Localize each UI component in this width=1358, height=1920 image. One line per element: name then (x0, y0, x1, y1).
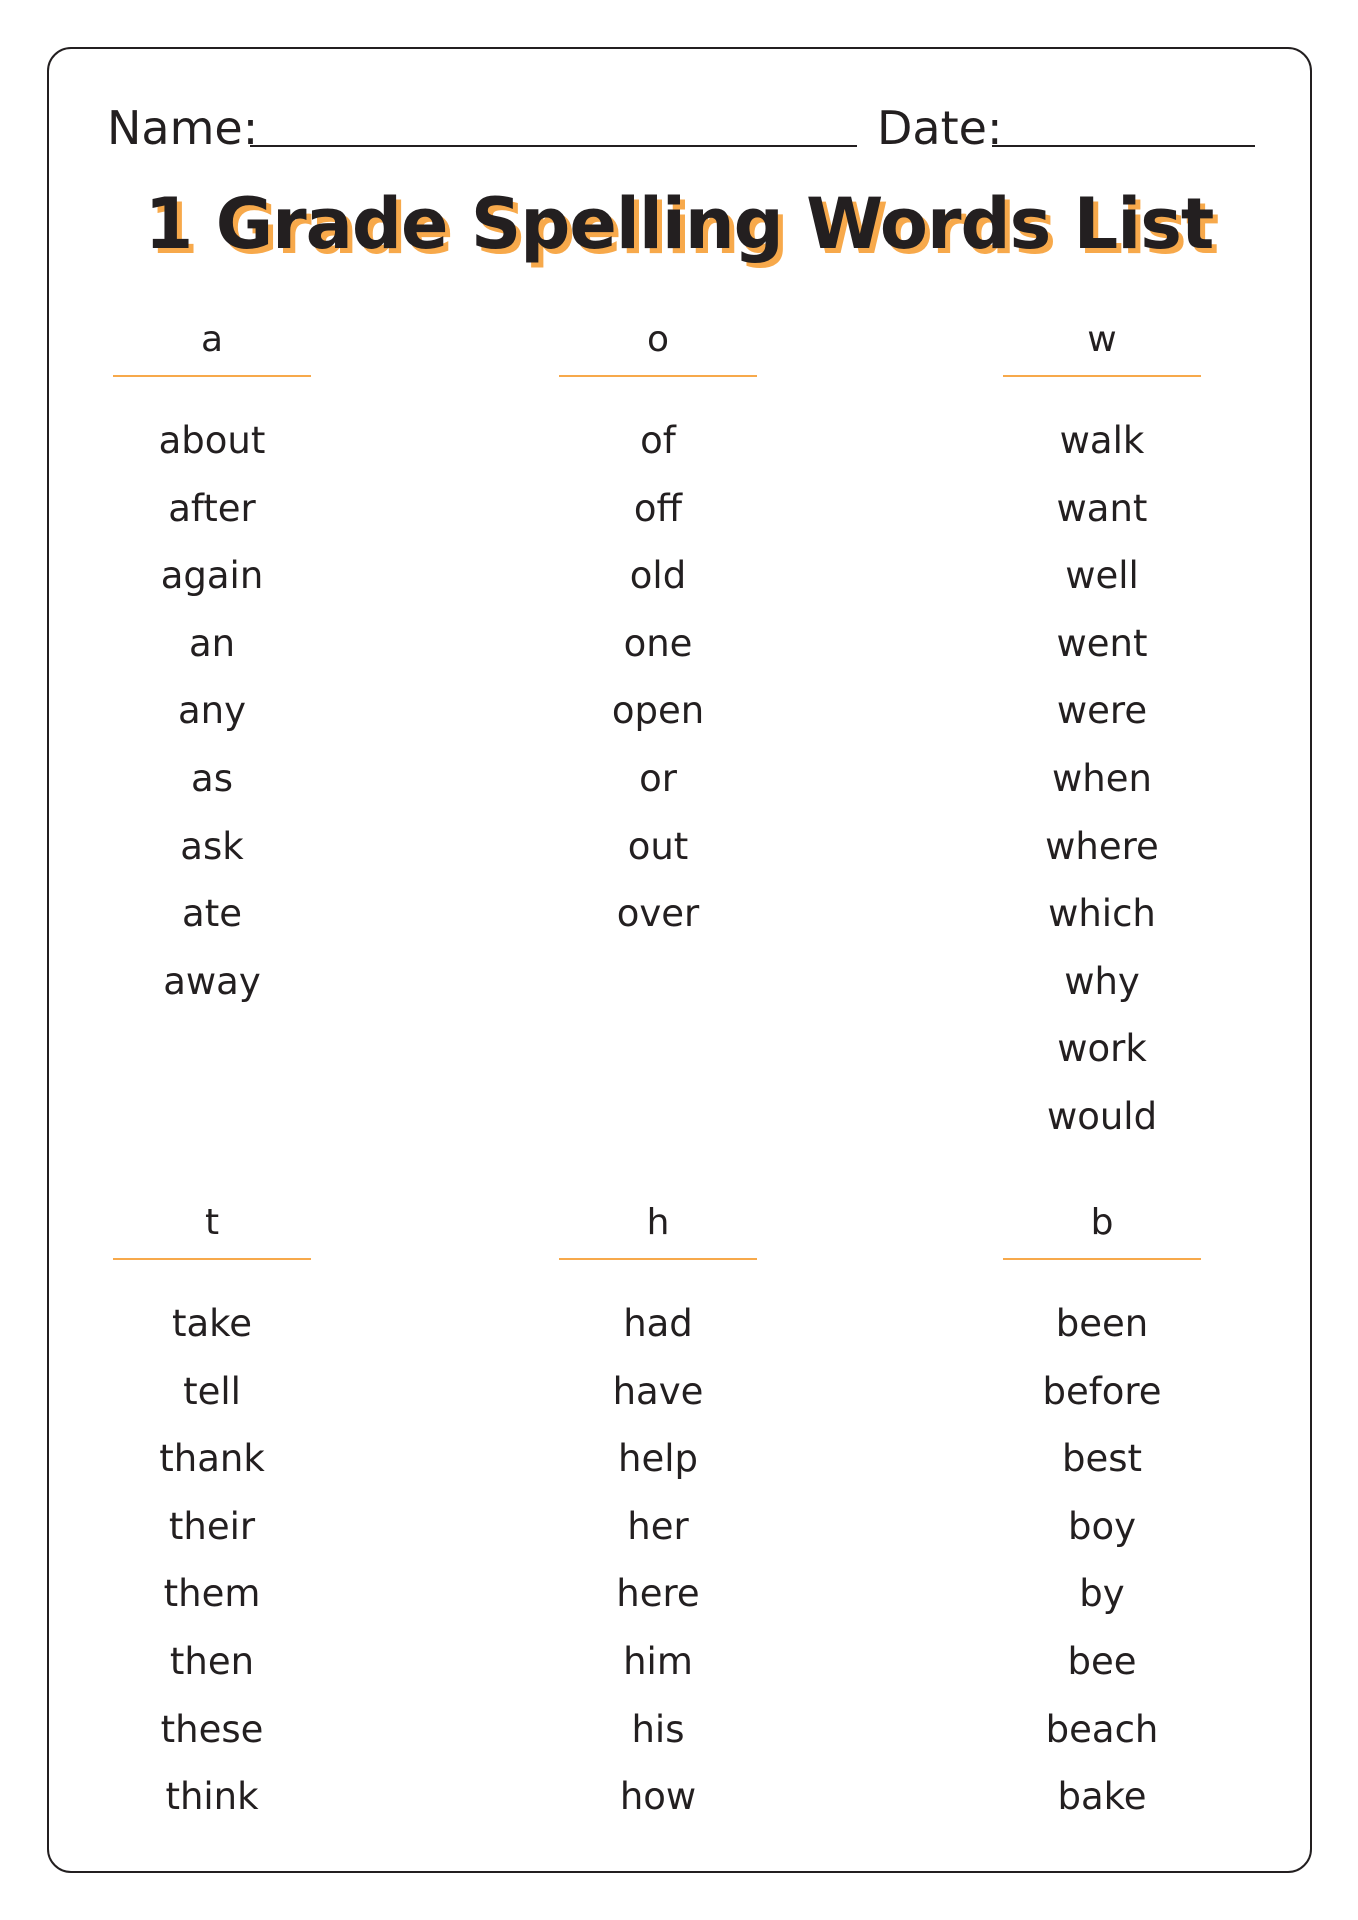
spelling-word: which (1048, 892, 1156, 936)
spelling-word: when (1052, 756, 1152, 800)
spelling-word: bee (1067, 1639, 1137, 1683)
spelling-word: think (165, 1775, 259, 1819)
section-letter: t (204, 1202, 220, 1243)
spelling-word: old (629, 554, 687, 598)
spelling-word: before (1042, 1369, 1162, 1413)
spelling-word: here (616, 1572, 700, 1616)
section-letter: h (646, 1202, 670, 1243)
word-list (1002, 1290, 1202, 1831)
section-letter: o (646, 319, 670, 360)
section-divider (559, 1258, 757, 1260)
spelling-word: them (163, 1572, 261, 1616)
spelling-word: her (627, 1504, 689, 1548)
spelling-word: walk (1059, 419, 1145, 462)
spelling-word: where (1045, 824, 1159, 868)
section-t (112, 1198, 312, 1831)
spelling-word: again (160, 554, 264, 598)
spelling-word: help (618, 1437, 698, 1481)
section-divider (113, 1258, 311, 1260)
date-blank-line (992, 145, 1255, 147)
section-b (1002, 1198, 1202, 1831)
spelling-word: over (616, 892, 700, 936)
spelling-word: were (1056, 689, 1148, 733)
spelling-word: their (168, 1504, 256, 1548)
section-h (558, 1198, 758, 1831)
spelling-word: his (631, 1707, 685, 1751)
spelling-word: him (623, 1639, 693, 1683)
name-blank-line (250, 145, 857, 147)
spelling-word: ask (180, 824, 244, 868)
spelling-word: one (623, 621, 693, 665)
spelling-word: been (1055, 1302, 1149, 1345)
spelling-word: away (163, 959, 261, 1003)
spelling-word: ate (182, 892, 242, 936)
spelling-word: how (619, 1775, 697, 1819)
word-list (112, 407, 312, 1015)
spelling-word: or (639, 756, 677, 800)
section-letter: a (200, 319, 224, 360)
section-letter: w (1087, 319, 1117, 360)
spelling-word: these (160, 1707, 264, 1751)
spelling-word: about (158, 419, 266, 462)
spelling-word: open (611, 689, 705, 733)
spelling-word: beach (1045, 1707, 1159, 1751)
spelling-word: why (1064, 959, 1140, 1003)
spelling-word: take (171, 1302, 253, 1345)
spelling-word: went (1056, 621, 1148, 665)
spelling-word: would (1046, 1094, 1158, 1138)
worksheet-title: 1 Grade Spelling Words List (144, 183, 1214, 265)
section-divider (1003, 1258, 1201, 1260)
spelling-word: have (612, 1369, 704, 1413)
spelling-word: after (168, 486, 256, 530)
spelling-word: best (1061, 1437, 1143, 1481)
spelling-word: then (169, 1639, 255, 1683)
spelling-word: boy (1067, 1504, 1137, 1548)
spelling-word: by (1079, 1572, 1125, 1616)
word-list (558, 1290, 758, 1831)
spelling-word: any (177, 689, 247, 733)
word-list (1002, 407, 1202, 1151)
spelling-word: as (191, 756, 233, 800)
section-divider (113, 375, 311, 377)
section-divider (1003, 375, 1201, 377)
word-list (558, 407, 758, 948)
section-divider (559, 375, 757, 377)
section-a (112, 315, 312, 1015)
spelling-word: work (1057, 1027, 1147, 1071)
spelling-word: had (623, 1302, 693, 1345)
spelling-word: of (640, 419, 676, 462)
spelling-word: off (633, 486, 683, 530)
name-label: Name: (107, 101, 259, 155)
section-o (558, 315, 758, 948)
spelling-word: out (627, 824, 689, 868)
spelling-word: tell (183, 1369, 241, 1413)
spelling-word: well (1065, 554, 1139, 598)
date-label: Date: (877, 101, 1003, 155)
word-list (112, 1290, 312, 1831)
spelling-word: an (188, 621, 236, 665)
section-letter: b (1090, 1202, 1114, 1243)
spelling-word: want (1056, 486, 1148, 530)
spelling-word: thank (159, 1437, 265, 1481)
spelling-word: bake (1057, 1775, 1147, 1819)
section-w (1002, 315, 1202, 1151)
